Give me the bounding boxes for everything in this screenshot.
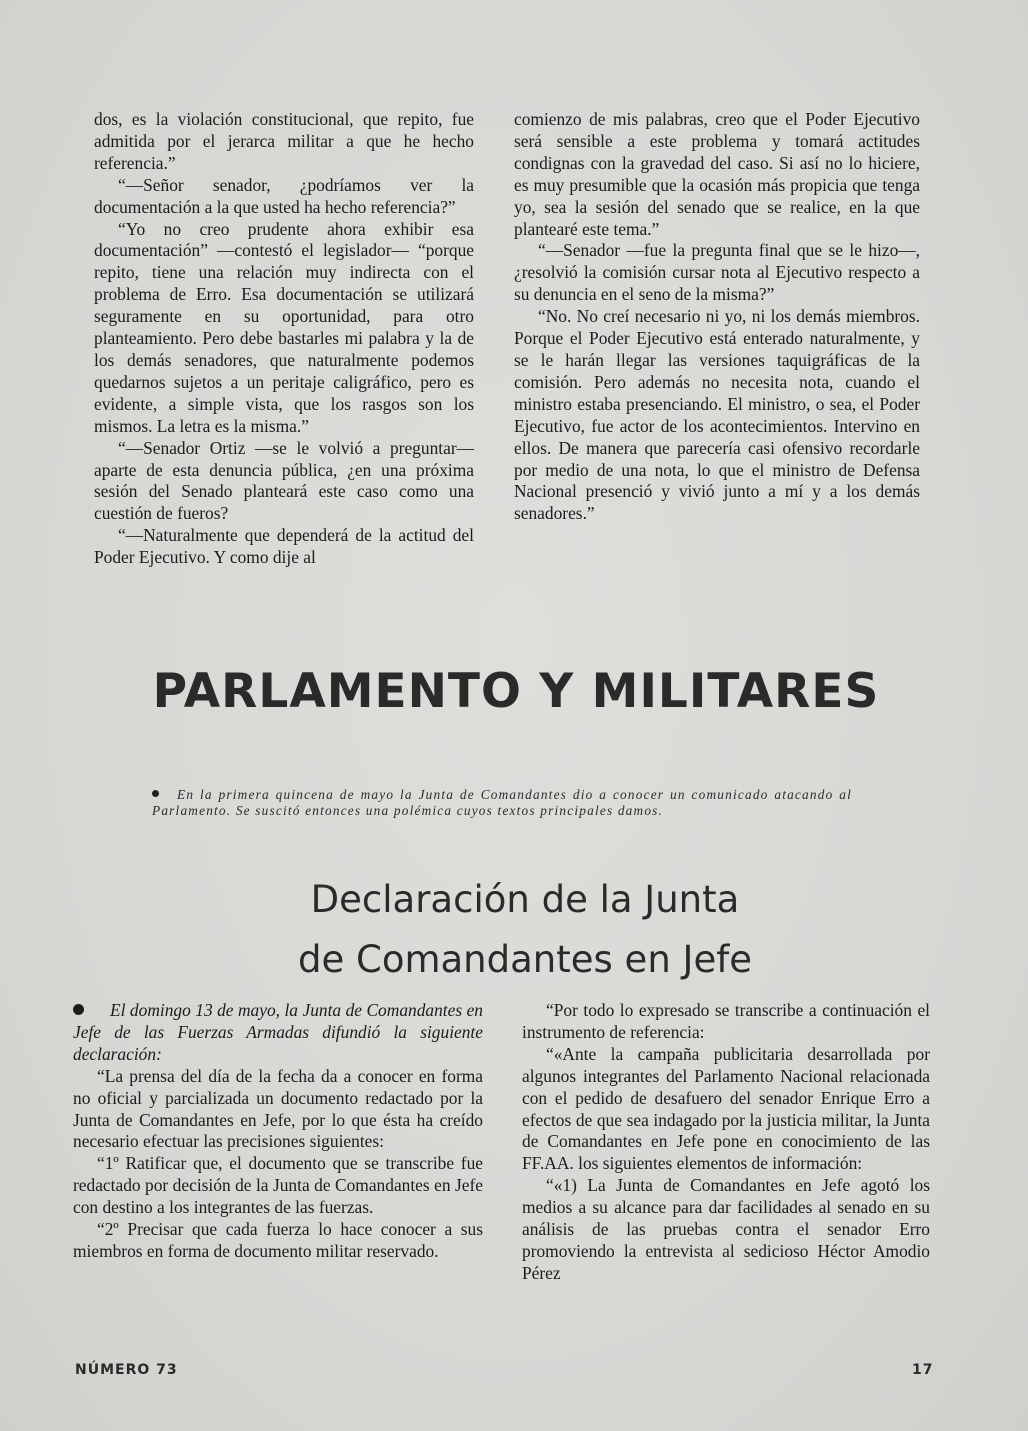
- intro-text: En la primera quincena de mayo la Junta de Comandantes dio a conocer un comunicado atacando al Parlamento. Se suscitó entonces una polémica cuyos textos principales damos.: [152, 787, 852, 818]
- article-column-bottom-left: [73, 1000, 483, 1263]
- page-number: 17: [912, 1362, 934, 1378]
- paragraph: “2º Precisar que cada fuerza lo hace conocer a sus miembros en forma de documento militar reservado.: [73, 1219, 483, 1261]
- paragraph: dos, es la violación constitucional, que repito, fue admitida por el jerarca militar a que he hecho referencia.”: [94, 109, 474, 173]
- issue-number: NÚMERO 73: [75, 1362, 178, 1378]
- article-title-line: de Comandantes en Jefe: [297, 938, 752, 981]
- bullet-icon: [152, 790, 159, 797]
- article-title: [150, 870, 900, 990]
- paragraph: “1º Ratificar que, el documento que se transcribe fue redactado por decisión de la Junta de Comandantes en Jefe con destino a los integrantes de las fuerzas.: [73, 1153, 483, 1218]
- paragraph: “Por todo lo expresado se transcribe a continuación el instrumento de referencia:: [522, 1000, 930, 1042]
- section-intro: [152, 787, 852, 819]
- bullet-icon: [73, 1004, 84, 1015]
- lead-text: El domingo 13 de mayo, la Junta de Comandantes en Jefe de las Fuerzas Armadas difundió la siguiente declaración:: [73, 1000, 483, 1064]
- paragraph: “—Señor senador, ¿podríamos ver la documentación a la que usted ha hecho referencia?”: [94, 174, 474, 217]
- paragraph: “No. No creí necesario ni yo, ni los demás miembros. Porque el Poder Ejecutivo está enterado naturalmente, y se le harán llegar las versiones taquigráficas de la comisión. Pero además no necesita nota, cuando el ministro estaba presenciando. El ministro, o sea, el Poder Ejecutivo, fue actor de los acontecimientos. Intervino en ellos. De manera que parecería casi ofensivo recordarle por medio de una nota, lo que el ministro de Defensa Nacional presenció y vivió junto a mí y a los demás senadores.”: [514, 306, 920, 524]
- paragraph: “La prensa del día de la fecha da a conocer en forma no oficial y parcializada un documento redactado por la Junta de Comandantes en Jefe, por lo que ésta ha creído necesario efectuar las precisiones siguientes:: [73, 1065, 483, 1152]
- paragraph: “—Senador —fue la pregunta final que se le hizo—, ¿resolvió la comisión cursar nota al Ejecutivo respecto a su denuncia en el seno de la misma?”: [514, 240, 920, 305]
- paragraph: “—Senador Ortiz —se le volvió a preguntar— aparte de esta denuncia pública, ¿en una próxima sesión del Senado planteará este caso como una cuestión de fueros?: [94, 437, 474, 524]
- article-column-bottom-right: [522, 1000, 930, 1285]
- article-column-top-right: [514, 109, 920, 525]
- paragraph: “—Naturalmente que dependerá de la actitud del Poder Ejecutivo. Y como dije al: [94, 525, 474, 568]
- lead-paragraph: [73, 1000, 483, 1066]
- article-column-top-left: [94, 109, 474, 569]
- paragraph: comienzo de mis palabras, creo que el Poder Ejecutivo será sensible a este problema y tomará actitudes condignas con la gravedad del caso. Si así no lo hiciere, es muy presumible que la ocasión más propicia que tenga yo, sea la sesión del senado que se realice, en la que plantearé este tema.”: [514, 109, 920, 239]
- paragraph: “«1) La Junta de Comandantes en Jefe agotó los medios a su alcance para dar facilidades al senado en su análisis de las pruebas contra el senador Erro promoviendo la entrevista al sedicioso Héctor Amodio Pérez: [522, 1175, 930, 1283]
- article-title-line: Declaración de la Junta: [310, 878, 740, 921]
- section-headline: PARLAMENTO Y MILITARES: [152, 664, 880, 719]
- paragraph: “«Ante la campaña publicitaria desarrollada por algunos integrantes del Parlamento Nacional relacionada con el pedido de desafuero del senador Enrique Erro a efectos de que sea indagado por la justicia militar, la Junta de Comandantes en Jefe pone en conocimiento de las FF.AA. los siguientes elementos de información:: [522, 1043, 930, 1174]
- paragraph: “Yo no creo prudente ahora exhibir esa documentación” —contestó el legislador— “porque repito, tiene una relación muy indirecta con el problema de Erro. Esa documentación se utilizará seguramente en su oportunidad, para otro planteamiento. Pero debe bastarles mi palabra y la de los demás senadores, que naturalmente podemos quedarnos sujetos a un peritaje caligráfico, pero es evidente, a simple vista, que los rasgos son los mismos. La letra es la misma.”: [94, 218, 474, 436]
